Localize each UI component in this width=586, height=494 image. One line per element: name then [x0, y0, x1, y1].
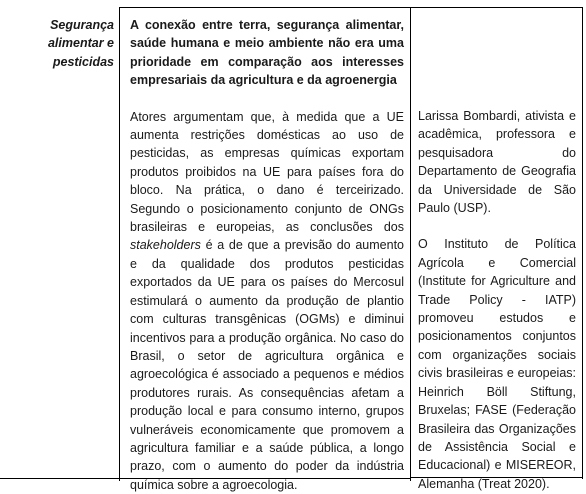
- source-paragraph: Larissa Bombardi, ativista e acadêmica, professora e pesquisadora do Departamento de Geografia da Universidade de São Paulo (USP).: [418, 109, 576, 216]
- body-text-part-2: é a de que a previsão do aumento e da qualidade dos produtos pesticidas exportados da UE para os países do Mercosul estimulará o aumento da produção de plantio com culturas transgênicas (OGMs) e diminui incentivos para a produção orgânica. No caso do Brasil, o setor de agricultura orgânica e agroecológica é associado a pequenos e médios produtores rurais. As consequências afetam a produção local e para consumo interno, grupos vulneráveis economicamente que promovem a agricultura familiar e a saúde pública, a longo prazo, com o aumento do poder da indústria química sobre a agroecologia.: [130, 238, 404, 492]
- sources-cell: [418, 107, 576, 493]
- table-right-border: [582, 7, 583, 479]
- cell-heading: A conexão entre terra, segurança alimentar, saúde humana e meio ambiente não era uma prioridade em comparação aos interesses empresariais da agricultura e da agroenergia: [130, 18, 404, 88]
- cell-body-text: [130, 108, 404, 494]
- table-top-border: [119, 7, 583, 8]
- row-label: Segurança alimentar e pesticidas: [47, 18, 114, 69]
- body-text-part-1: Atores argumentam que, à medida que a UE aumenta restrições domésticas ao uso de pesticidas, as empresas químicas exportam produtos proibidos na UE para países fora do bloco. Na prática, o dano é terceirizado. Segundo o posicionamento conjunto de ONGs brasileiras e europeias, as conclusões dos: [130, 109, 404, 235]
- body-text-italic-term: stakeholders: [130, 238, 201, 253]
- column-divider-right: [410, 7, 411, 481]
- source-paragraph: O Instituto de Política Agrícola e Comercial (Institute for Agriculture and Trade Policy - IATP) promoveu estudos e posicionamentos conjuntos com organizações sociais civis brasileiras e europeias: Heinrich Böll Stiftung, Bruxelas; FASE (Federação Brasileira das Organizações de Assistência Social e Educacional) e MISEREOR, Alemanha (Treat 2020).: [418, 237, 576, 491]
- column-divider-left: [119, 7, 120, 481]
- main-text-cell: [130, 16, 404, 494]
- table-bottom-border-left: [0, 478, 120, 479]
